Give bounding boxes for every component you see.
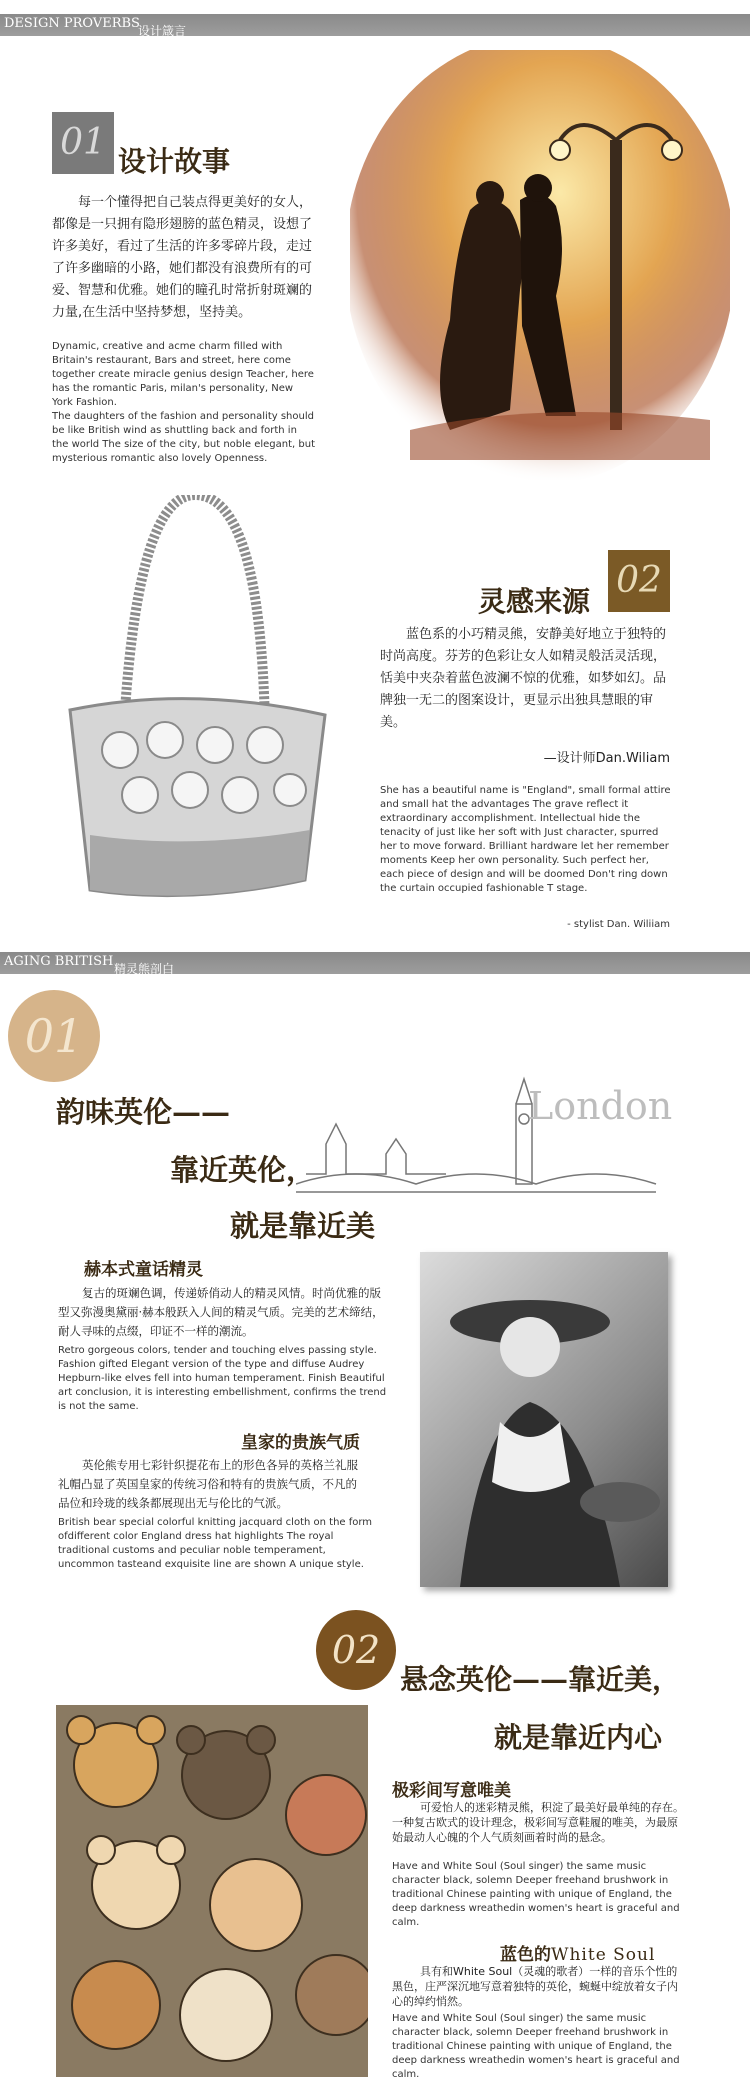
part2-sub2-text-en: Have and White Soul (Soul singer) the same music character black, solemn Deeper freehand brushwork in traditional Chinese painting with unique of England, the deep darkness wreathedin women's heart is graceful and calm. [392, 2013, 680, 2080]
london-label: London [528, 1084, 673, 1128]
part2-sub2-title [500, 1940, 655, 1965]
part2-heading-line1: 悬念英伦——靠近美， [400, 1663, 681, 1696]
part2-sub2-title-en: White Soul [551, 1945, 656, 1965]
inspiration-cn-signature: —设计师Dan.Wiliam [543, 751, 670, 766]
story-text-cn: 每一个懂得把自己装点得更美好的女人，都像是一只拥有隐形翅膀的蓝色精灵，设想了许多美好，看过了生活的许多零碎片段，走过了许多幽暗的小路，她们都没有浪费所有的可爱、智慧和优雅。她们的瞳孔时常折射斑斓的力量,在生活中坚持梦想，坚持美。 [52, 195, 313, 320]
story-text-en-1: Dynamic, creative and acme charm filled with Britain's restaurant, Bars and street, here come together create miracle genius design Teacher, here has the romantic Paris, milan's personality, New York Fashion. [52, 341, 314, 408]
part1-sub1-title: 赫本式童话精灵 [84, 1260, 203, 1280]
part2-sub2-title-cn: 蓝色的 [500, 1945, 551, 1965]
banner-title-cn: 精灵熊剖白 [114, 962, 175, 976]
vintage-portrait-painting [420, 1252, 668, 1587]
banner-title-en: DESIGN PROVERBS [4, 16, 140, 31]
part2-sub2-text-cn: 具有和White Soul（灵魂的歌者）一样的音乐个性的黑色，庄严深沉地写意着独特的英伦，蜿蜒中绽放着女子内心的绰约悄然。 [392, 1965, 678, 2008]
section1-banner [0, 14, 750, 36]
banner-title-en: AGING BRITISH [4, 954, 114, 969]
part1-sub2-text-cn: 英伦熊专用七彩针织提花布上的形色各异的英格兰礼服礼帽凸显了英国皇家的传统习俗和特有的贵族气质，不凡的品位和玲珑的线条都展现出无与伦比的气派。 [58, 1458, 358, 1510]
part1-sub1-text-cn: 复古的斑斓色调，传递娇俏动人的精灵风情。时尚优雅的版型又弥漫奥黛丽·赫本般跃入人间的精灵气质。完美的艺术缔结，耐人寻味的点缀，印证不一样的潮流。 [58, 1286, 384, 1338]
part1-number-circle: 01 [8, 990, 100, 1082]
part2-sub1-title: 极彩间写意唯美 [392, 1781, 511, 1801]
part2-heading-line2: 就是靠近内心 [494, 1721, 663, 1754]
inspiration-text-en: She has a beautiful name is "England", small formal attire and small hat the advantages The grave reflect it extraordinary accomplishment. Intellectual hide the tenacity of just like her soft with Just character, spurred her to move forward. Brilliant hardware let her remember moments Keep her own personality. Such perfect her, each piece of design and will be doomed Don't ring down the curtain occupied fashionable T stage. [380, 785, 671, 894]
inspiration-title: 灵感来源 [478, 585, 591, 618]
part2-sub1-text-cn: 可爱怡人的迷彩精灵熊，积淀了最美好最单纯的存在。一种复古欧式的设计理念，极彩间写意鞋履的唯美，为最原始最动人心魄的个人气质刻画着时尚的悬念。 [392, 1801, 684, 1844]
section2-banner [0, 952, 750, 974]
story-title: 设计故事 [118, 145, 231, 178]
story-text-en-2: The daughters of the fashion and personality should be like British wind as shuttling back and forth in the world The size of the city, but noble elegant, but mysterious romantic also lovely Openness. [52, 411, 316, 464]
dancing-couple-illustration [350, 50, 730, 480]
part1-sub2-title: 皇家的贵族气质 [241, 1433, 360, 1453]
inspiration-text-cn: 蓝色系的小巧精灵熊，安静美好地立于独特的时尚高度。芬芳的色彩让女人如精灵般活灵活现，恬美中夹杂着蓝色波澜不惊的优雅，如梦如幻。品牌独一无二的图案设计，更显示出独具慧眼的审美。 [380, 627, 667, 730]
story-number-box: 01 [52, 112, 114, 174]
london-skyline-sketch [296, 1064, 686, 1204]
part1-sub2-text-en: British bear special colorful knitting jacquard cloth on the form ofdifferent color England dress hat highlights The royal traditional customs and peculiar noble temperament, uncommon tasteand exquisite line are shown A unique style. [58, 1517, 373, 1570]
inspiration-en-signature: - stylist Dan. Wiliiam [567, 919, 670, 930]
part2-number-circle: 02 [316, 1610, 396, 1690]
part1-heading-line1: 韵味英伦—— [56, 1095, 231, 1129]
part2-sub1-text-en: Have and White Soul (Soul singer) the same music character black, solemn Deeper freehand brushwork in traditional Chinese painting with unique of England, the deep darkness wreathedin women's heart is graceful and calm. [392, 1861, 680, 1928]
bear-pattern-handbag-sketch [50, 495, 340, 915]
part1-sub1-text-en: Retro gorgeous colors, tender and touching elves passing style. Fashion gifted Elegant version of the type and diffuse Audrey Hepburn-like elves fell into human temperament. Finish Beautiful art conclusion, it is interesting embellishment, confirms the trend is not the same. [58, 1345, 387, 1412]
banner-title-cn: 设计箴言 [138, 24, 187, 38]
bear-jacquard-fabric [56, 1705, 368, 2077]
part1-heading-line2: 靠近英伦， [170, 1153, 316, 1187]
part1-heading-line3: 就是靠近美 [230, 1209, 376, 1243]
inspiration-number-box: 02 [608, 550, 670, 612]
